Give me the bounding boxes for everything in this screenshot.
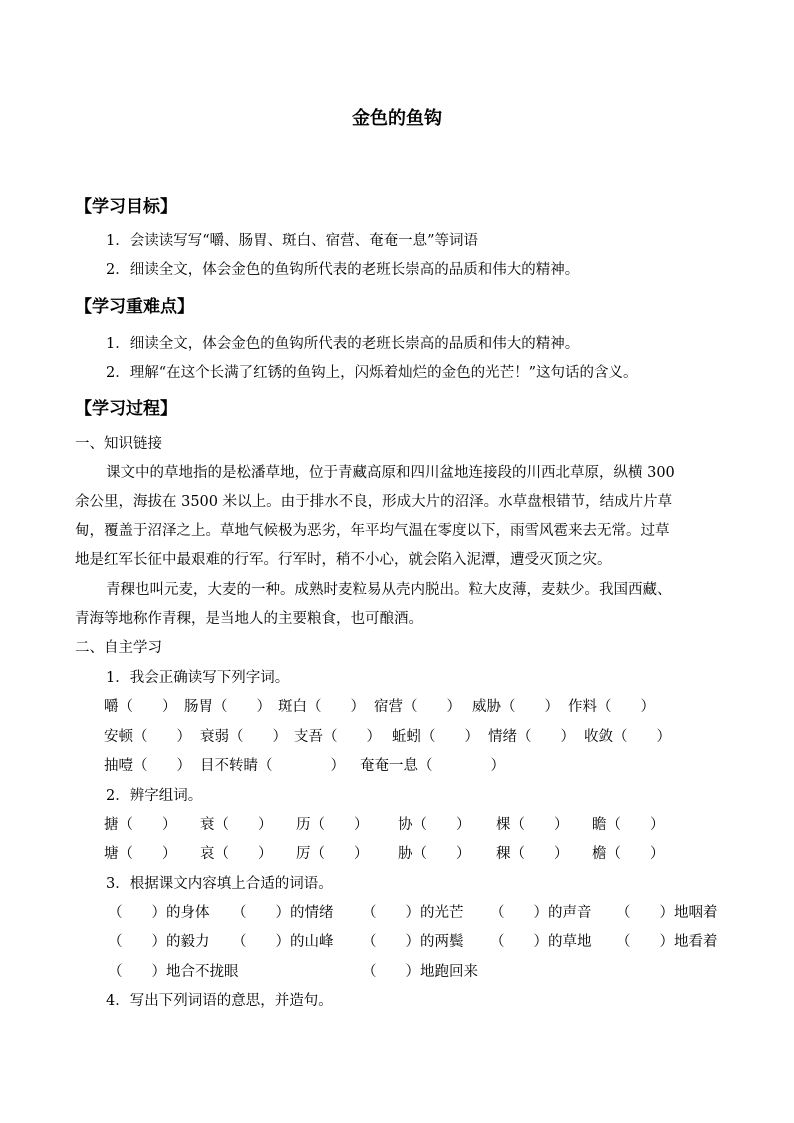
q1-item: 宿营（ ）: [374, 699, 461, 715]
part1-line: 青海等地称作青稞，是当地人的主要粮食，也可酿酒。: [75, 611, 423, 627]
q1-item: 奄奄一息（ ）: [360, 758, 505, 774]
q2-item: 搪（ ）: [104, 817, 177, 833]
q3-item: （ ）地看着: [616, 934, 718, 950]
goal-item-2: 2．细读全文，体会金色的鱼钩所代表的老班长崇高的品质和伟大的精神。: [106, 262, 580, 278]
q1-item: 作料（ ）: [568, 699, 655, 715]
q2-item: 胁（ ）: [398, 846, 471, 862]
q1-item: 肠胃（ ）: [184, 699, 271, 715]
q1-item: 目不转睛（ ）: [200, 758, 345, 774]
q4-label: 4．写出下列词语的意思，并造句。: [106, 993, 333, 1009]
difficulties-heading: 【学习重难点】: [75, 297, 194, 317]
q1-item: 情绪（ ）: [488, 729, 575, 745]
part2-heading: 二、自主学习: [75, 640, 162, 656]
q3-item: （ ）地咽着: [616, 905, 718, 921]
part1-line: 余公里，海拔在 3500 米以上。由于排水不良，形成大片的沼泽。水草盘根错节，结成片片草: [75, 494, 673, 510]
q1-item: 威胁（ ）: [472, 699, 559, 715]
q3-item: （ ）地跑回来: [362, 964, 478, 980]
q1-item: 蚯蚓（ ）: [392, 729, 479, 745]
q1-item: 安顿（ ）: [104, 729, 191, 745]
q3-item: （ ）地合不拢眼: [108, 964, 239, 980]
q2-item: 棵（ ）: [496, 817, 569, 833]
q3-item: （ ）的光芒: [362, 905, 464, 921]
q1-item: 嚼（ ）: [104, 699, 177, 715]
goals-heading: 【学习目标】: [75, 197, 177, 217]
part1-line: 甸，覆盖于沼泽之上。草地气候极为恶劣，年平均气温在零度以下，雨雪风雹来去无常。过草: [75, 523, 670, 539]
part1-line: 地是红军长征中最艰难的行军。行军时，稍不小心，就会陷入泥潭，遭受灭顶之灾。: [75, 552, 612, 568]
q1-item: 衰弱（ ）: [200, 729, 287, 745]
q1-item: 支吾（ ）: [294, 729, 381, 745]
part1-line: 课文中的草地指的是松潘草地，位于青藏高原和四川盆地连接段的川西北草原，纵横 300: [106, 465, 675, 481]
q2-item: 衰（ ）: [200, 817, 273, 833]
q2-label: 2．辨字组词。: [106, 788, 203, 804]
q2-item: 哀（ ）: [200, 846, 273, 862]
q3-item: （ ）的两鬓: [362, 934, 464, 950]
q3-item: （ ）的草地: [490, 934, 592, 950]
q3-item: （ ）的情绪: [232, 905, 334, 921]
q2-item: 厉（ ）: [296, 846, 369, 862]
q3-item: （ ）的身体: [108, 905, 210, 921]
goal-item-1: 1．会读读写写“嚼、肠胃、斑白、宿营、奄奄一息”等词语: [106, 233, 479, 249]
q1-item: 抽噎（ ）: [104, 758, 191, 774]
q2-item: 稞（ ）: [496, 846, 569, 862]
q1-item: 斑白（ ）: [278, 699, 365, 715]
q1-label: 1．我会正确读写下列字词。: [106, 670, 290, 686]
q1-item: 收敛（ ）: [584, 729, 671, 745]
q2-item: 檐（ ）: [592, 846, 665, 862]
page-title: 金色的鱼钩: [352, 108, 442, 129]
q2-item: 塘（ ）: [104, 846, 177, 862]
part1-line: 青稞也叫元麦，大麦的一种。成熟时麦粒易从壳内脱出。粒大皮薄，麦麸少。我国西藏、: [106, 582, 672, 598]
q2-item: 历（ ）: [296, 817, 369, 833]
q2-item: 协（ ）: [398, 817, 471, 833]
difficulty-item-2: 2．理解“在这个长满了红锈的鱼钩上，闪烁着灿烂的金色的光芒！”这句话的含义。: [106, 365, 638, 381]
q3-label: 3．根据课文内容填上合适的词语。: [106, 876, 333, 892]
difficulty-item-1: 1．细读全文，体会金色的鱼钩所代表的老班长崇高的品质和伟大的精神。: [106, 336, 580, 352]
q3-item: （ ）的山峰: [232, 934, 334, 950]
q2-item: 瞻（ ）: [592, 817, 665, 833]
part1-heading: 一、知识链接: [75, 436, 162, 452]
q3-item: （ ）的声音: [490, 905, 592, 921]
process-heading: 【学习过程】: [75, 399, 177, 419]
q3-item: （ ）的毅力: [108, 934, 210, 950]
